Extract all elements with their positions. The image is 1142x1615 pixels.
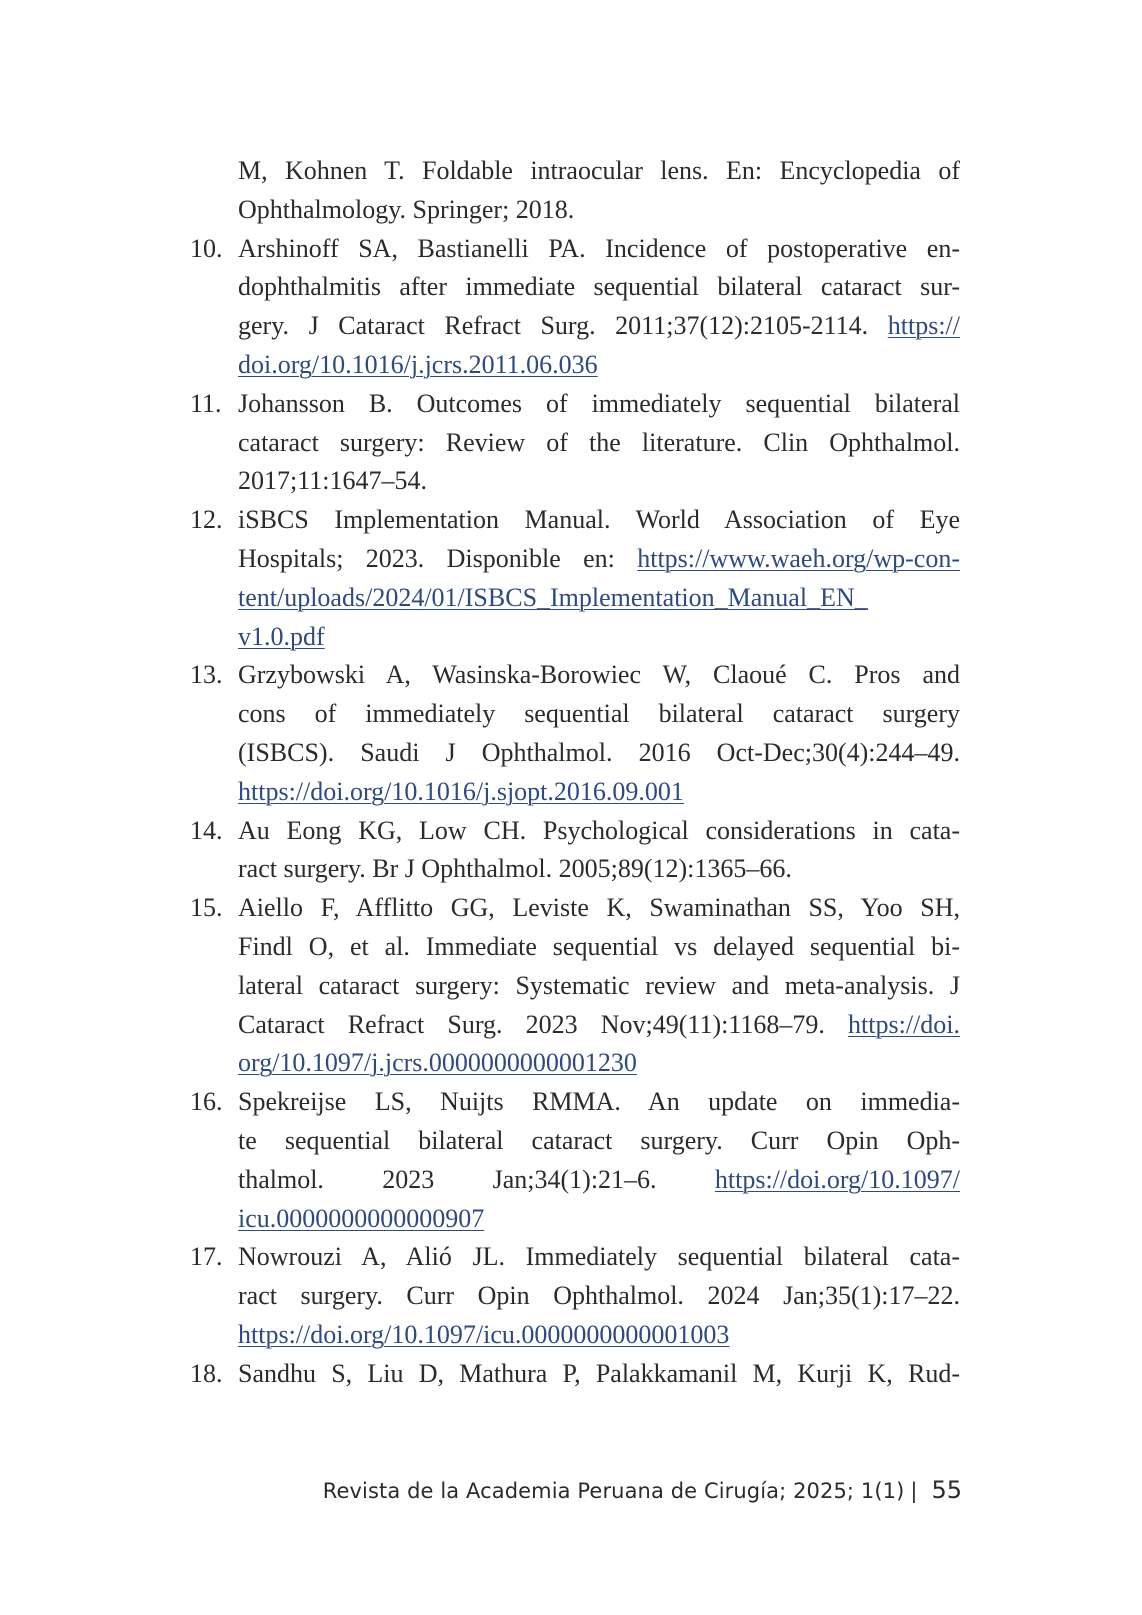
doi-link[interactable]: icu.0000000000000907: [238, 1203, 485, 1233]
doi-link[interactable]: https://doi.org/10.1016/j.sjopt.2016.09.001: [238, 776, 684, 806]
reference-number: 13.: [190, 660, 223, 690]
reference-14: [190, 812, 960, 890]
doi-link[interactable]: https://doi.: [848, 1009, 961, 1039]
footer-separator: |: [910, 1479, 918, 1503]
ref-line: 2017;11:1647–54.: [238, 466, 427, 496]
ref-line: [238, 773, 960, 812]
doi-link[interactable]: https://doi.org/10.1097/: [714, 1164, 960, 1194]
reference-16: [190, 1083, 960, 1238]
ref-line: (ISBCS). Saudi J Ophthalmol. 2016 Oct-Dec;30(4):244–49.: [238, 737, 960, 767]
reference-number: 12.: [190, 505, 223, 535]
ref-line: dophthalmitis after immediate sequential bilateral cataract sur-: [238, 272, 960, 302]
ref-line: [238, 579, 960, 618]
reference-11: [190, 385, 960, 501]
ref-line: ract surgery. Curr Opin Ophthalmol. 2024 Jan;35(1):17–22.: [238, 1281, 960, 1311]
reference-10: [190, 230, 960, 385]
ref-line: [238, 618, 960, 657]
reference-15: [190, 889, 960, 1083]
ref-line: [238, 1044, 960, 1083]
url-link[interactable]: v1.0.pdf: [238, 621, 325, 651]
ref-line: gery. J Cataract Refract Surg. 2011;37(12):2105-2114. https://: [238, 311, 960, 341]
reference-number: 17.: [190, 1242, 223, 1272]
reference-17: [190, 1238, 960, 1354]
reference-13: [190, 656, 960, 811]
ref-line: Sandhu S, Liu D, Mathura P, Palakkamanil M, Kurji K, Rud-: [238, 1358, 960, 1388]
ref-line: ract surgery. Br J Ophthalmol. 2005;89(12):1365–66.: [238, 854, 792, 884]
reference-number: 11.: [190, 388, 222, 418]
reference-number: 18.: [190, 1358, 223, 1388]
doi-link[interactable]: org/10.1097/j.jcrs.0000000000001230: [238, 1048, 637, 1078]
reference-list: [190, 152, 960, 1394]
reference-number: 15.: [190, 893, 223, 923]
doi-link[interactable]: doi.org/10.1016/j.jcrs.2011.06.036: [238, 349, 598, 379]
ref-line: te sequential bilateral cataract surgery. Curr Opin Oph-: [238, 1125, 960, 1155]
page-footer: [0, 1476, 962, 1504]
ref-line: Nowrouzi A, Alió JL. Immediately sequential bilateral cata-: [238, 1242, 960, 1272]
ref-line: cons of immediately sequential bilateral cataract surgery: [238, 699, 960, 729]
ref-line: Ophthalmology. Springer; 2018.: [238, 194, 575, 224]
page-number: 55: [931, 1476, 962, 1504]
ref-line: Spekreijse LS, Nuijts RMMA. An update on immedia-: [238, 1087, 960, 1117]
journal-citation: Revista de la Academia Peruana de Cirugía; 2025; 1(1): [322, 1479, 905, 1503]
ref-line: Cataract Refract Surg. 2023 Nov;49(11):1168–79. https://doi.: [238, 1009, 961, 1039]
ref-line: Hospitals; 2023. Disponible en: https://www.waeh.org/wp-con-: [238, 543, 960, 573]
ref-line: [238, 1316, 960, 1355]
reference-12: [190, 501, 960, 656]
ref-line: Au Eong KG, Low CH. Psychological considerations in cata-: [238, 815, 960, 845]
ref-line: Findl O, et al. Immediate sequential vs delayed sequential bi-: [238, 931, 960, 961]
ref-line: [238, 346, 960, 385]
ref-line: cataract surgery: Review of the literature. Clin Ophthalmol.: [238, 427, 960, 457]
url-link[interactable]: tent/uploads/2024/01/ISBCS_Implementation_Manual_EN_: [238, 582, 868, 612]
ref-line: M, Kohnen T. Foldable intraocular lens. En: Encyclopedia of: [238, 156, 960, 185]
reference-continuation: [190, 152, 960, 230]
ref-line: Aiello F, Afflitto GG, Leviste K, Swaminathan SS, Yoo SH,: [238, 893, 960, 923]
reference-number: 14.: [190, 815, 223, 845]
url-link[interactable]: https://www.waeh.org/wp-con-: [637, 543, 960, 573]
doi-link[interactable]: https://doi.org/10.1097/icu.0000000000001003: [238, 1319, 730, 1349]
ref-line: thalmol. 2023 Jan;34(1):21–6. https://doi.org/10.1097/: [238, 1164, 960, 1194]
reference-number: 10.: [190, 233, 223, 263]
ref-line: Johansson B. Outcomes of immediately sequential bilateral: [238, 388, 960, 418]
ref-line: Arshinoff SA, Bastianelli PA. Incidence of postoperative en-: [238, 233, 960, 263]
doi-link[interactable]: https://: [887, 311, 960, 341]
reference-18: [190, 1355, 960, 1394]
ref-line: [238, 1200, 960, 1239]
ref-line: lateral cataract surgery: Systematic review and meta-analysis. J: [238, 970, 960, 1000]
ref-line: Grzybowski A, Wasinska-Borowiec W, Claoué C. Pros and: [238, 660, 960, 690]
reference-number: 16.: [190, 1087, 223, 1117]
ref-line: iSBCS Implementation Manual. World Association of Eye: [238, 505, 960, 535]
